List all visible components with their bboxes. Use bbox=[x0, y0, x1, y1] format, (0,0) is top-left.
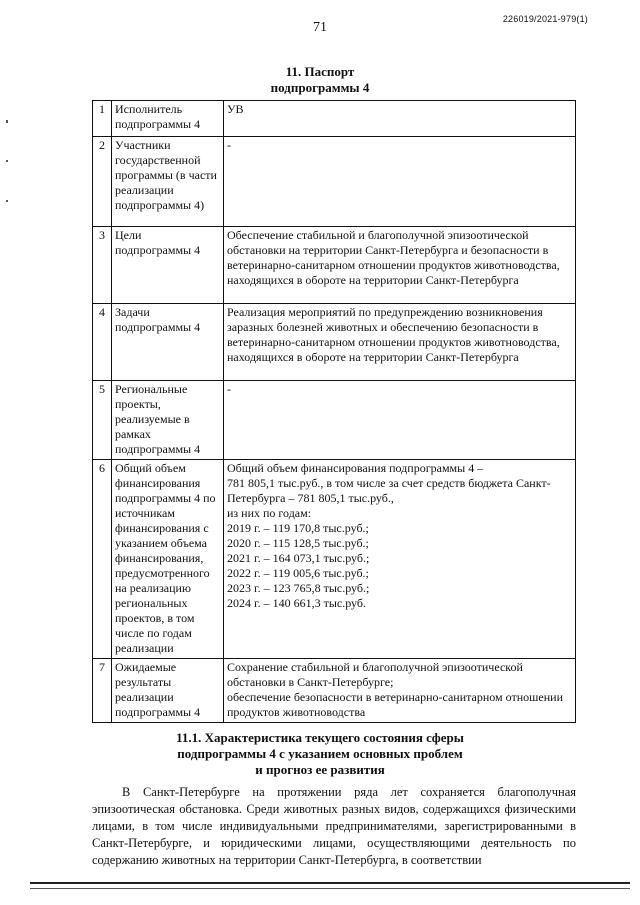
passport-title-line2: подпрограммы 4 bbox=[270, 80, 370, 95]
body-paragraph: В Санкт-Петербурге на протяжении ряда лет сохраняется благополучная эпизоотическая обстановка. Среди животных разных видов, содержащихся физическими лицами, в том числе индивидуальными предпринимателями, зарегистрированными в Санкт-Петербурге, и юридическими лицами, осуществляющими деятельность по содержанию животных на территории Санкт-Петербурга, в соответствии bbox=[92, 785, 576, 867]
row-value: - bbox=[224, 381, 576, 460]
bottom-rule bbox=[30, 882, 630, 884]
table-row bbox=[93, 137, 576, 227]
section-heading bbox=[0, 730, 640, 778]
row-label: Региональные проекты, реализуемые в рамках подпрограммы 4 bbox=[112, 381, 224, 460]
section-heading-line2: подпрограммы 4 с указанием основных проблем bbox=[177, 746, 463, 761]
row-label: Участники государственной программы (в части реализации подпрограммы 4) bbox=[112, 137, 224, 227]
row-label: Исполнитель подпрограммы 4 bbox=[112, 101, 224, 137]
section-heading-line1: 11.1. Характеристика текущего состояния сферы bbox=[176, 730, 464, 745]
document-id: 226019/2021-979(1) bbox=[502, 14, 588, 24]
section-heading-line3: и прогноз ее развития bbox=[255, 762, 385, 777]
table-row bbox=[93, 381, 576, 460]
table-row bbox=[93, 227, 576, 304]
row-value: - bbox=[224, 137, 576, 227]
table-row bbox=[93, 101, 576, 137]
row-number: 7 bbox=[93, 659, 112, 723]
row-value: Реализация мероприятий по предупреждению возникновения заразных болезней животных и обеспечению безопасности в ветеринарно-санитарном отношении продуктов животноводства, находящихся в обороте на территории Санкт-Петербурга bbox=[224, 304, 576, 381]
row-label: Ожидаемые результаты реализации подпрограммы 4 bbox=[112, 659, 224, 723]
scan-mark bbox=[6, 120, 8, 123]
scan-mark bbox=[6, 200, 8, 202]
row-number: 2 bbox=[93, 137, 112, 227]
passport-title-line1: 11. Паспорт bbox=[285, 64, 355, 79]
table-row bbox=[93, 659, 576, 723]
row-value: Сохранение стабильной и благополучной эпизоотической обстановки в Санкт-Петербурге; обеспечение безопасности в ветеринарно-санитарном отношении продуктов животноводства bbox=[224, 659, 576, 723]
row-label: Цели подпрограммы 4 bbox=[112, 227, 224, 304]
row-value: Общий объем финансирования подпрограммы 4 – 781 805,1 тыс.руб., в том числе за счет средств бюджета Санкт-Петербурга – 781 805,1 тыс.руб., из них по годам: 2019 г. – 119 170,8 тыс.руб.; 2020 г. – 115 128,5 тыс.руб.; 2021 г. – 164 073,1 тыс.руб.; 2022 г. – 119 005,6 тыс.руб.; 2023 г. – 123 765,8 тыс.руб.; 2024 г. – 140 661,3 тыс.руб. bbox=[224, 460, 576, 659]
table-row bbox=[93, 304, 576, 381]
row-number: 6 bbox=[93, 460, 112, 659]
row-number: 4 bbox=[93, 304, 112, 381]
row-number: 3 bbox=[93, 227, 112, 304]
table-row bbox=[93, 460, 576, 659]
scan-mark bbox=[6, 160, 8, 162]
passport-table bbox=[92, 100, 576, 723]
bottom-rule bbox=[30, 888, 630, 889]
passport-title bbox=[0, 64, 640, 96]
row-label: Общий объем финансирования подпрограммы 4 по источникам финансирования с указанием объема финансирования, предусмотренного на реализацию региональных проектов, в том числе по годам реализации bbox=[112, 460, 224, 659]
row-number: 5 bbox=[93, 381, 112, 460]
page-number: 71 bbox=[313, 20, 327, 35]
row-number: 1 bbox=[93, 101, 112, 137]
row-value: Обеспечение стабильной и благополучной эпизоотической обстановки на территории Санкт-Петербурга и безопасности в ветеринарно-санитарном отношении продуктов животноводства, находящихся в обороте на территории Санкт-Петербурга bbox=[224, 227, 576, 304]
row-value: УВ bbox=[224, 101, 576, 137]
row-label: Задачи подпрограммы 4 bbox=[112, 304, 224, 381]
